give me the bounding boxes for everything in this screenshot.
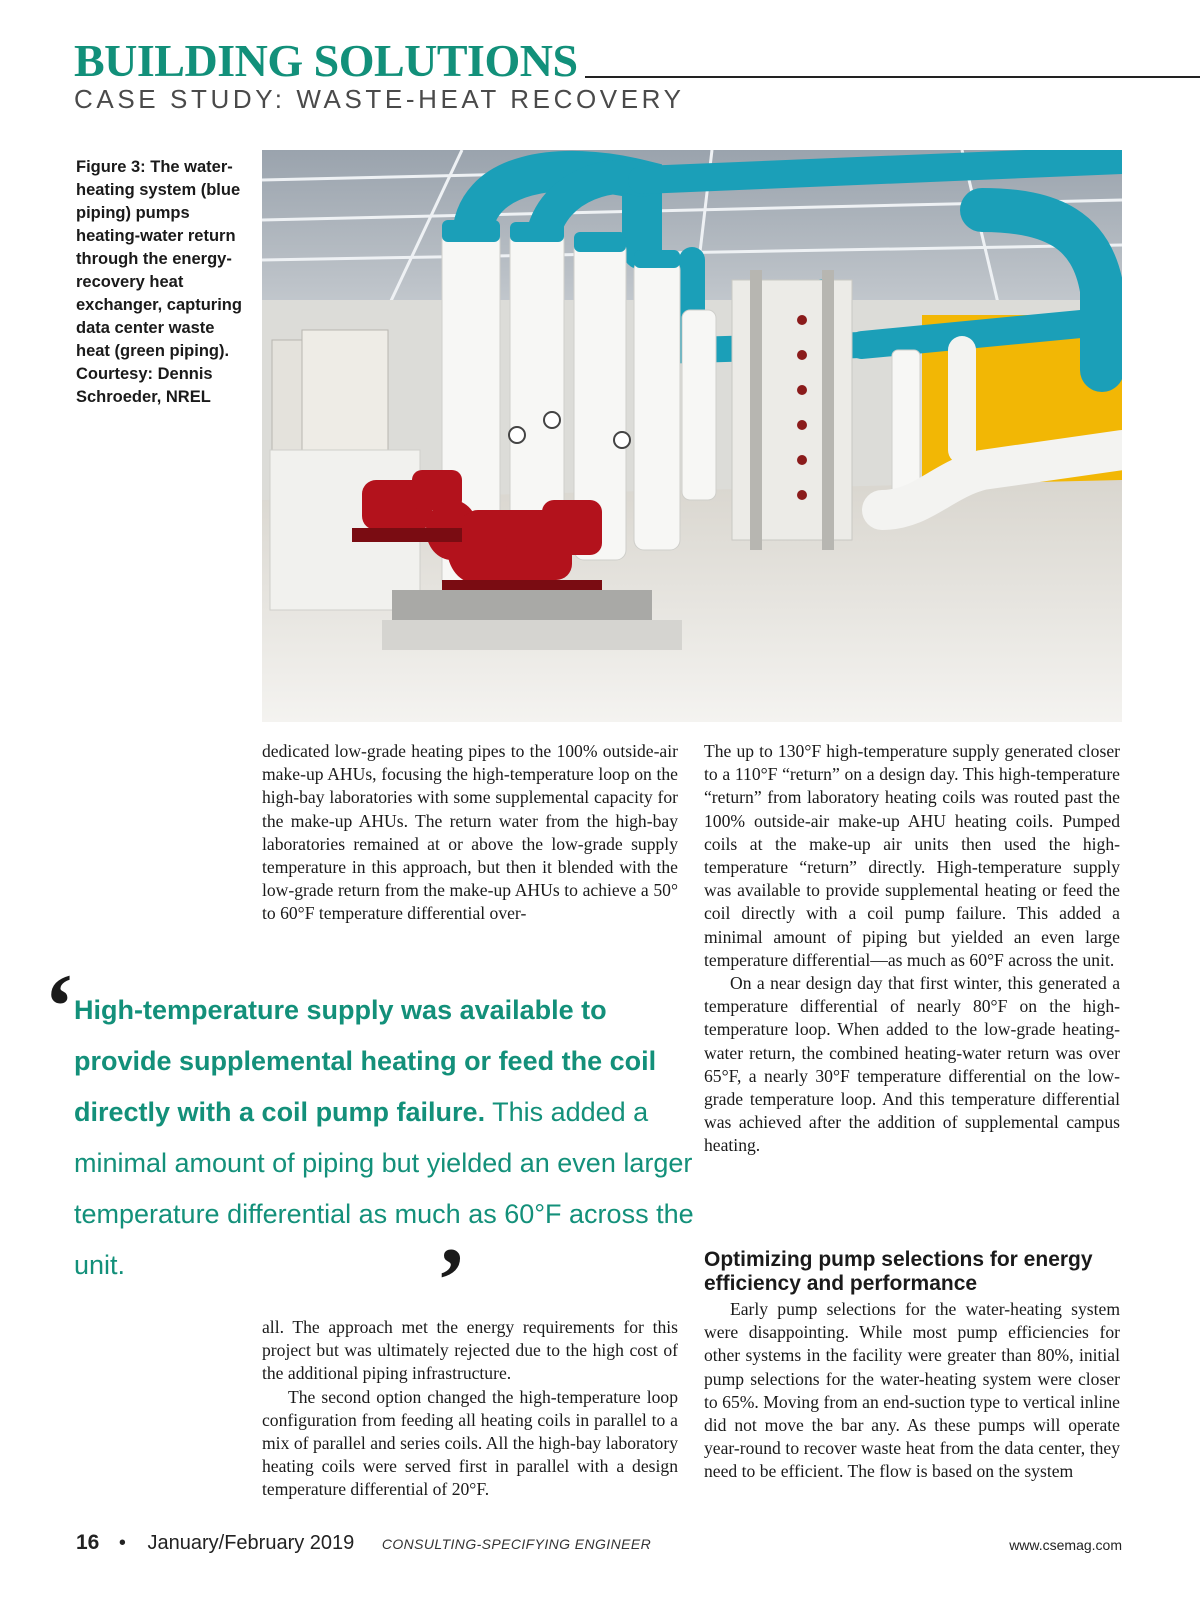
pull-quote-regular: This added a minimal amount of piping but yielded an even larger temperature differential as much as 60°F across the unit. [74, 1097, 694, 1280]
figure-caption: Figure 3: The water-heating system (blue piping) pumps heating-water return through the energy-recovery heat exchanger, capturing data center waste heat (green piping). Courtesy: Dennis Schroeder, NREL [76, 158, 242, 406]
magazine-name: CONSULTING-SPECIFYING ENGINEER [381, 1536, 652, 1552]
mechanical-room-illustration [262, 150, 1122, 722]
pull-quote-bold: High-temperature supply was available to provide supplemental heating or feed the coil directly with a coil pump failure. [74, 995, 657, 1127]
paragraph: The up to 130°F high-temperature supply generated closer to a 110°F “return” on a design day. This high-temperature “return” from laboratory heating coils was routed past the 100% outside-air make-up AHU heating coils. Pumped coils at the make-up air units then used the high-temperature “return” directly. High-temperature supply was available to provide supplemental heating or feed the coil directly with a coil pump failure. This added a minimal amount of piping but yielded an even large temperature differential—as much as 60°F across the unit. [704, 741, 1120, 970]
figure-photo [262, 150, 1122, 722]
section-subhead: Optimizing pump selections for energy efficiency and performance [704, 1248, 1093, 1295]
right-column [704, 740, 1120, 1158]
section-title: BUILDING SOLUTIONS [74, 35, 578, 86]
page-number: 16 [76, 1531, 100, 1554]
left-column-top [262, 740, 678, 926]
paragraph: On a near design day that first winter, this generated a temperature differential of nearly 80°F on the high-temperature loop. When added to the low-grade heating-water return, the combined heating-water return was over 65°F, a nearly 30°F temperature differential on the low-grade temperature loop. And this temperature differential was achieved after the addition of supplemental campus heating. [704, 973, 1120, 1156]
paragraph: The second option changed the high-temperature loop configuration from feeding all heating coils in parallel to a mix of parallel and series coils. All the high-bay laboratory heating coils were served first in parallel with a design temperature differential of 20°F. [262, 1386, 678, 1500]
left-column-bottom [262, 1316, 678, 1502]
section-subtitle: CASE STUDY: WASTE-HEAT RECOVERY [74, 84, 685, 114]
issue-date: January/February 2019 [147, 1532, 355, 1554]
paragraph: Early pump selections for the water-heating system were disappointing. While most pump efficiencies for other systems in the facility were greater than 80%, initial pump selections for the water-heating system were closer to 65%. Moving from an end-suction type to vertical inline did not move the bar any. As these pumps will operate year-round to recover waste heat from the data center, they need to be efficient. The flow is based on the system [704, 1299, 1120, 1482]
title-rule [585, 76, 1200, 78]
pull-quote [74, 985, 694, 1291]
website-url[interactable]: www.csemag.com [1009, 1537, 1122, 1553]
open-quote-mark: ‘ [44, 955, 75, 1057]
paragraph: all. The approach met the energy requirements for this project but was ultimately rejected due to the high cost of the additional piping infrastructure. [262, 1317, 678, 1384]
footer-bullet: • [118, 1532, 126, 1554]
close-quote-mark: ’ [436, 1229, 467, 1331]
right-column-after [704, 1298, 1120, 1484]
page-footer [76, 1532, 651, 1553]
paragraph: dedicated low-grade heating pipes to the 100% outside-air make-up AHUs, focusing the high-temperature loop on the high-bay laboratories with some supplemental capacity for the make-up AHUs. The return water from the high-bay laboratories remained at or above the low-grade supply temperature in this approach, but then it blended with the low-grade return from the make-up AHUs to achieve a 50° to 60°F temperature differential over- [262, 741, 678, 924]
